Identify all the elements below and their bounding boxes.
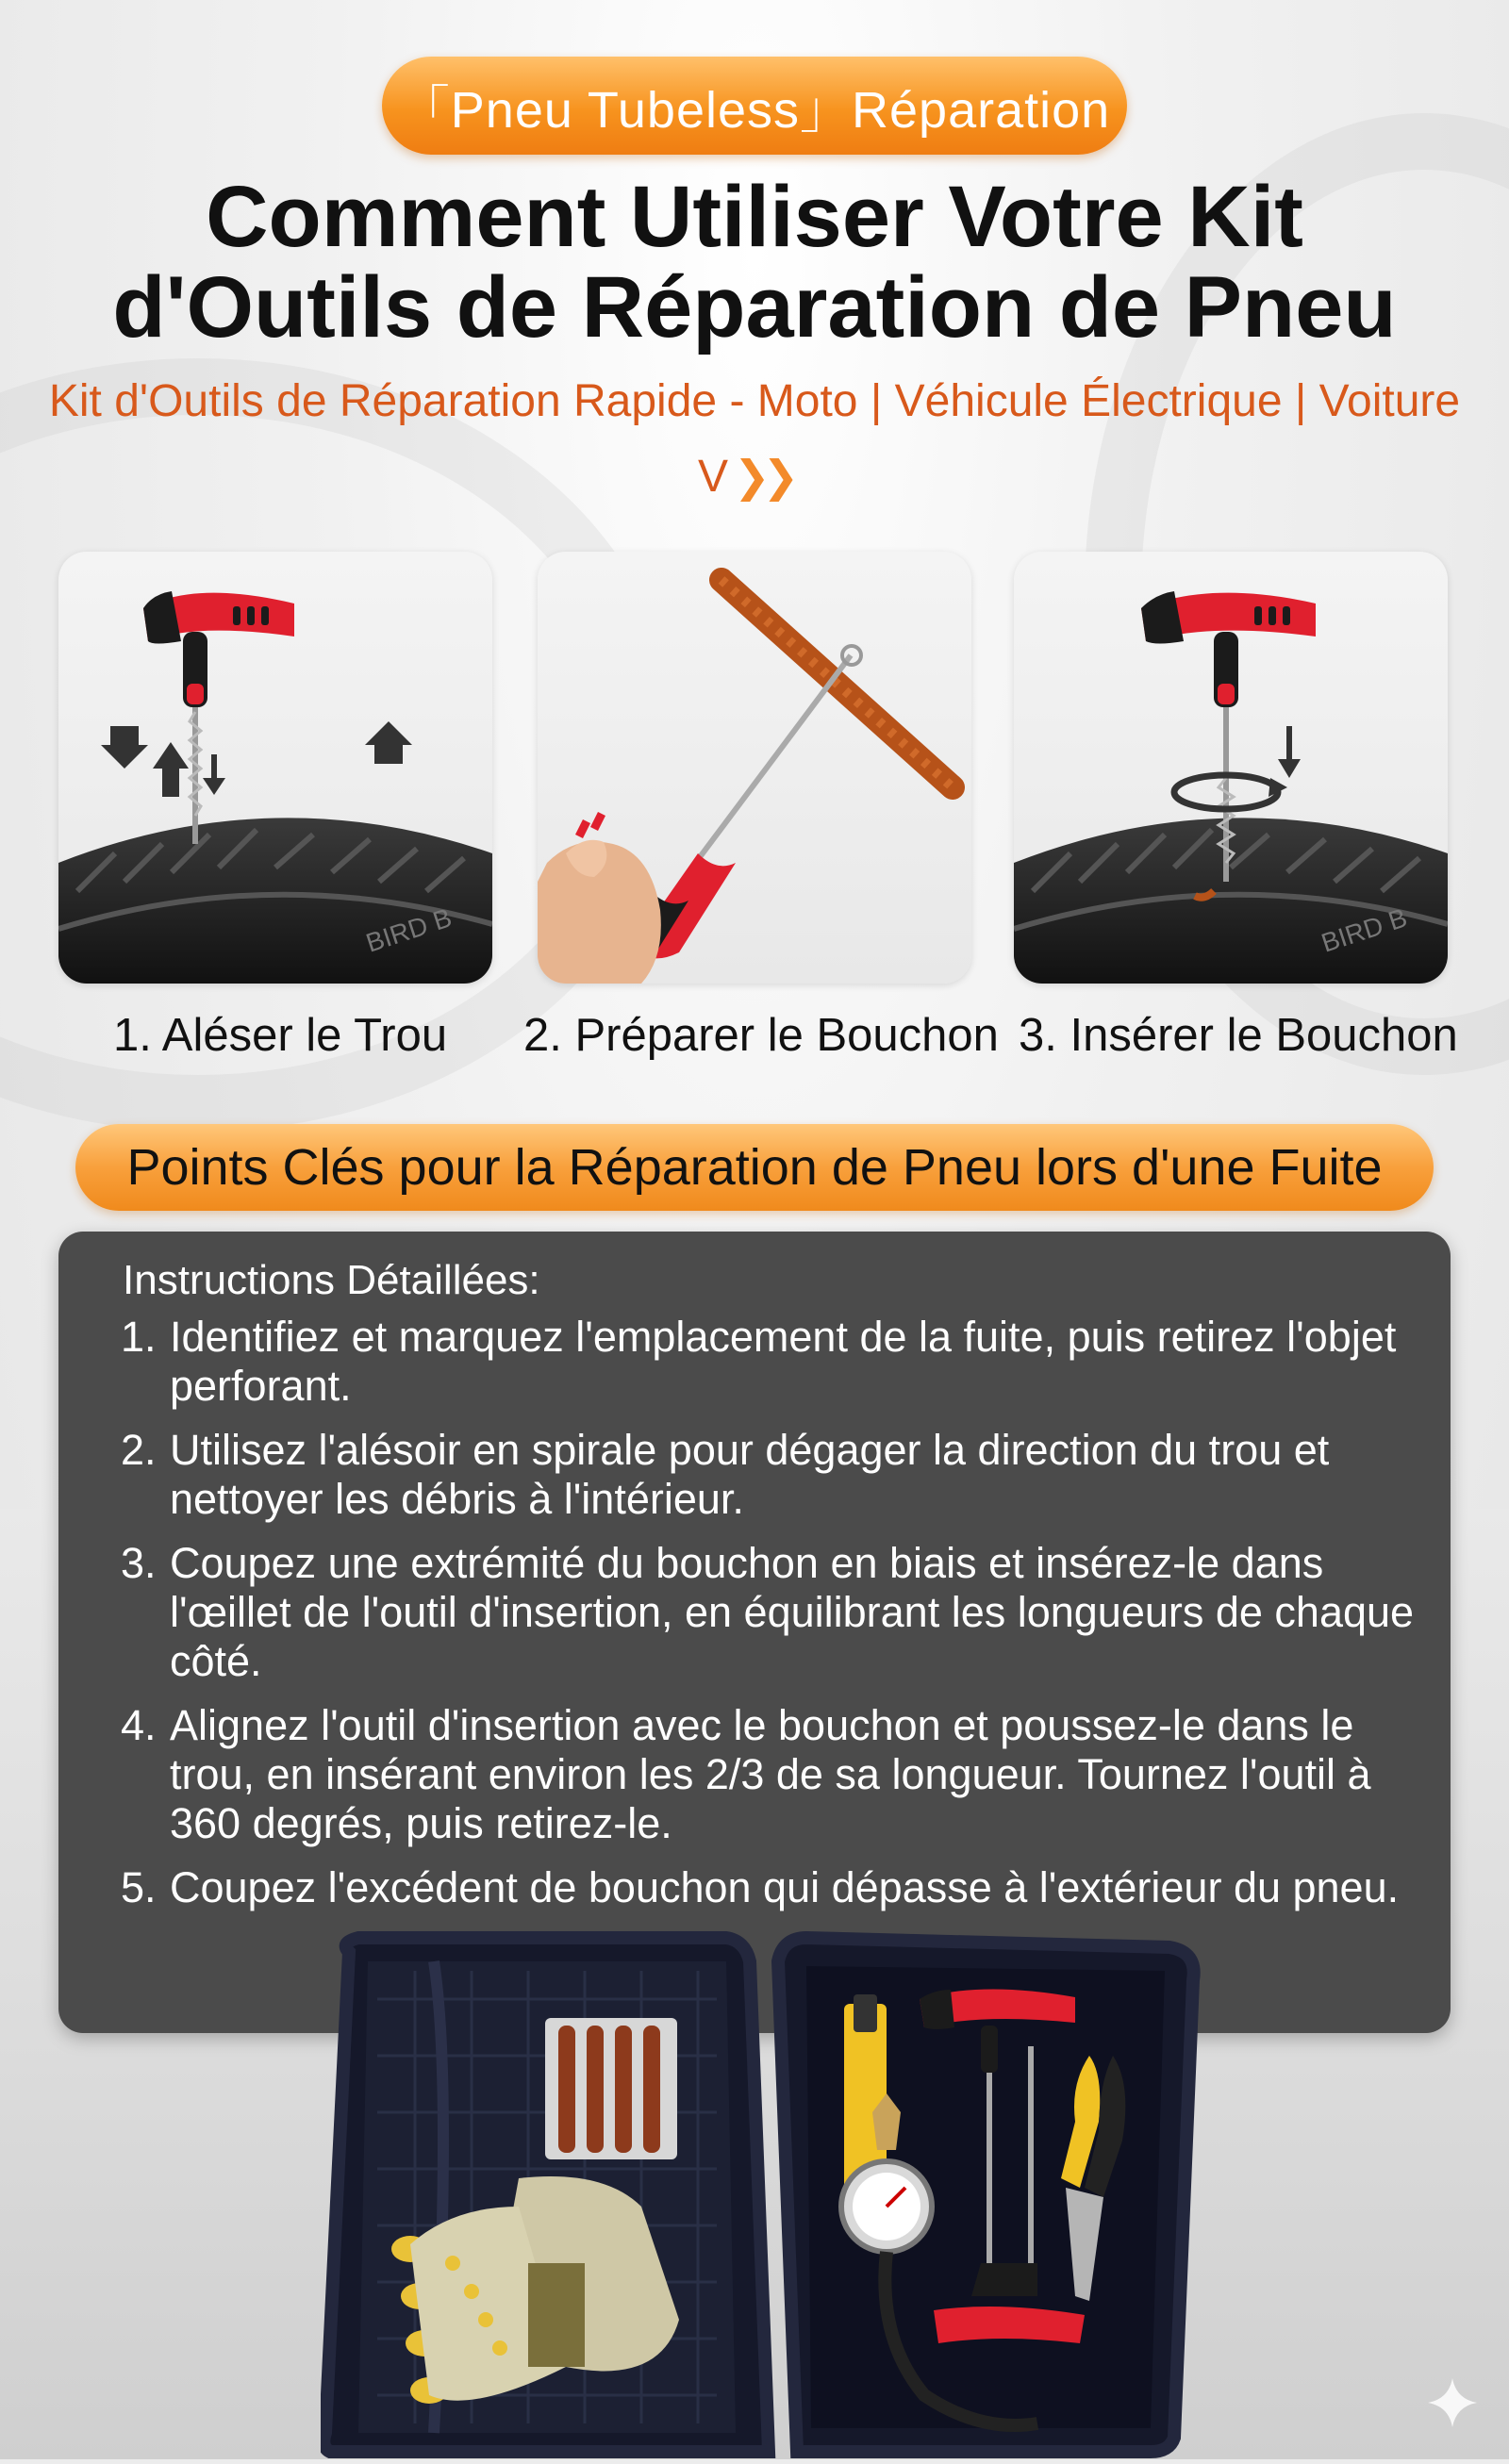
subtitle: Kit d'Outils de Réparation Rapide - Moto | Véhicule Électrique | Voiture bbox=[48, 376, 1461, 426]
instruction-number: 4. bbox=[121, 1701, 157, 1749]
reamer-tool-tire-icon bbox=[58, 552, 492, 984]
instruction-text: Coupez l'excédent de bouchon qui dépasse à l'extérieur du pneu. bbox=[170, 1863, 1400, 1911]
instruction-text: Utilisez l'alésoir en spirale pour dégager la direction du trou et nettoyer les débris à l'intérieur. bbox=[170, 1426, 1330, 1523]
page-title bbox=[0, 169, 1509, 356]
instructions-list bbox=[121, 1313, 1422, 1927]
v-letter: V bbox=[698, 451, 729, 502]
tool-case-image bbox=[321, 1924, 1226, 2459]
plug-insertion-needle-icon bbox=[538, 552, 971, 984]
step-1-image bbox=[58, 552, 492, 984]
title-line-1: Comment Utiliser Votre Kit bbox=[206, 169, 1303, 265]
step-3-image bbox=[1014, 552, 1448, 984]
title-line-2: d'Outils de Réparation de Pneu bbox=[112, 259, 1397, 356]
insert-plug-tire-icon bbox=[1014, 552, 1448, 984]
instruction-text: Identifiez et marquez l'emplacement de la fuite, puis retirez l'objet perforant. bbox=[170, 1313, 1397, 1410]
category-badge: 「Pneu Tubeless」Réparation bbox=[382, 57, 1127, 155]
svg-text:BIRD B: BIRD B bbox=[362, 902, 456, 958]
double-chevron-right-icon: ❯❯ bbox=[734, 452, 792, 501]
key-points-heading: Points Clés pour la Réparation de Pneu lors d'une Fuite bbox=[75, 1124, 1434, 1211]
instruction-number: 1. bbox=[121, 1313, 157, 1361]
instruction-number: 3. bbox=[121, 1539, 157, 1587]
instruction-item-4 bbox=[121, 1701, 1422, 1848]
sparkle-watermark-icon bbox=[1424, 2374, 1481, 2431]
instructions-title: Instructions Détaillées: bbox=[123, 1257, 540, 1303]
step-2-image bbox=[538, 552, 971, 984]
instruction-item-1 bbox=[121, 1313, 1422, 1411]
instruction-text: Alignez l'outil d'insertion avec le bouchon et poussez-le dans le trou, en insérant environ les 2/3 de sa longueur. Tournez l'outil à 360 degrés, puis retirez-le. bbox=[170, 1701, 1371, 1847]
instruction-number: 2. bbox=[121, 1426, 157, 1474]
tire-repair-kit-case-icon bbox=[321, 1924, 1226, 2459]
instruction-item-5 bbox=[121, 1863, 1422, 1912]
instruction-item-3 bbox=[121, 1539, 1422, 1686]
scroll-indicator bbox=[698, 443, 821, 509]
instruction-number: 5. bbox=[121, 1863, 157, 1911]
step-3-label: 3. Insérer le Bouchon bbox=[1019, 1010, 1458, 1061]
step-2-label: 2. Préparer le Bouchon bbox=[523, 1010, 999, 1061]
instruction-item-2 bbox=[121, 1426, 1422, 1524]
instruction-text: Coupez une extrémité du bouchon en biais et insérez-le dans l'œillet de l'outil d'insertion, en équilibrant les longueurs de chaque côté. bbox=[170, 1539, 1415, 1685]
step-1-label: 1. Aléser le Trou bbox=[113, 1010, 448, 1061]
svg-text:BIRD B: BIRD B bbox=[1318, 902, 1411, 958]
